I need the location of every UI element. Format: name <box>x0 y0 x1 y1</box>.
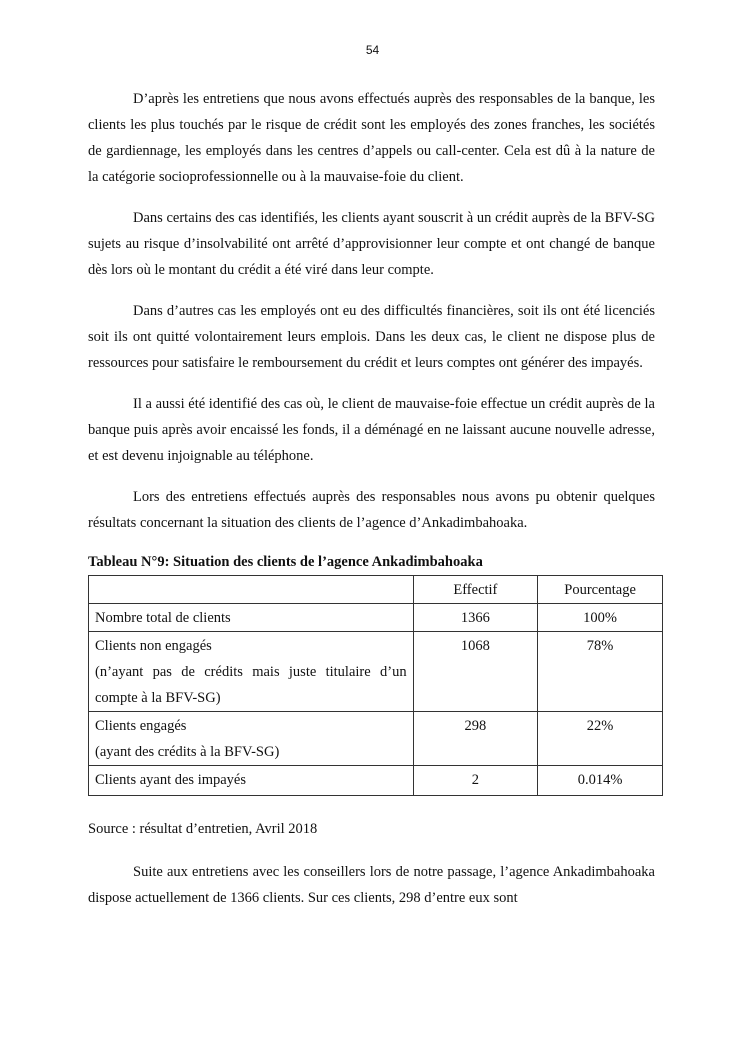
row-effectif: 1068 <box>413 632 538 712</box>
row-effectif: 1366 <box>413 604 538 632</box>
table-source: Source : résultat d’entretien, Avril 2018 <box>88 821 318 837</box>
row-label-cell <box>89 604 414 632</box>
row-label-cell <box>89 712 414 766</box>
paragraph-2: Dans certains des cas identifiés, les clients ayant souscrit à un crédit auprès de la BFV-SG sujets au risque d’insolvabilité ont arrêté d’approvisionner leur compte et ont changé de banque dès lors où le montant du crédit a été viré dans leur compte. <box>88 210 655 278</box>
row-pourcentage: 22% <box>538 712 663 766</box>
table-row <box>89 766 663 796</box>
paragraph-5: Lors des entretiens effectués auprès des responsables nous avons pu obtenir quelques résultats concernant la situation des clients de l’agence d’Ankadimbahoaka. <box>88 489 655 531</box>
row-note: (ayant des crédits à la BFV-SG) <box>95 744 280 760</box>
paragraph-1: D’après les entretiens que nous avons effectués auprès des responsables de la banque, les clients les plus touchés par le risque de crédit sont les employés des zones franches, les sociétés de gardiennage, les employés dans les centres d’appels ou call-center. Cela est dû à la nature de la catégorie socioprofessionnelle ou à la mauvaise-foie du client. <box>88 91 655 185</box>
row-label: Clients engagés <box>95 718 187 734</box>
row-label-cell <box>89 766 414 796</box>
row-pourcentage: 0.014% <box>538 766 663 796</box>
table-row <box>89 632 663 712</box>
row-label: Clients ayant des impayés <box>95 772 247 788</box>
page-number: 54 <box>365 43 380 57</box>
header-pourcentage: Pourcentage <box>538 576 663 604</box>
paragraph-3: Dans d’autres cas les employés ont eu des difficultés financières, soit ils ont été licenciés soit ils ont quitté volontairement leurs emplois. Dans les deux cas, le client ne dispose plus de ressources pour satisfaire le remboursement du crédit et leurs comptes ont générer des impayés. <box>88 303 655 371</box>
header-empty-cell <box>89 576 414 604</box>
row-label-cell <box>89 632 414 712</box>
row-label: Clients non engagés <box>95 638 212 654</box>
row-note: (n’ayant pas de crédits mais juste titulaire d’un compte à la BFV-SG) <box>95 664 407 706</box>
row-pourcentage: 100% <box>538 604 663 632</box>
row-label: Nombre total de clients <box>95 610 231 626</box>
clients-table <box>88 575 663 796</box>
table-row <box>89 604 663 632</box>
paragraph-4: Il a aussi été identifié des cas où, le client de mauvaise-foie effectue un crédit auprès de la banque puis après avoir encaissé les fonds, il a déménagé en ne laissant aucune nouvelle adresse, et est devenu injoignable au téléphone. <box>88 396 655 464</box>
table-title: Tableau N°9: Situation des clients de l’agence Ankadimbahoaka <box>88 554 483 570</box>
closing-paragraph: Suite aux entretiens avec les conseillers lors de notre passage, l’agence Ankadimbahoaka dispose actuellement de 1366 clients. Sur ces clients, 298 d’entre eux sont <box>88 864 655 906</box>
document-body <box>88 86 655 926</box>
table-row <box>89 712 663 766</box>
row-pourcentage: 78% <box>538 632 663 712</box>
header-effectif: Effectif <box>413 576 538 604</box>
row-effectif: 2 <box>413 766 538 796</box>
row-effectif: 298 <box>413 712 538 766</box>
table-header-row <box>89 576 663 604</box>
